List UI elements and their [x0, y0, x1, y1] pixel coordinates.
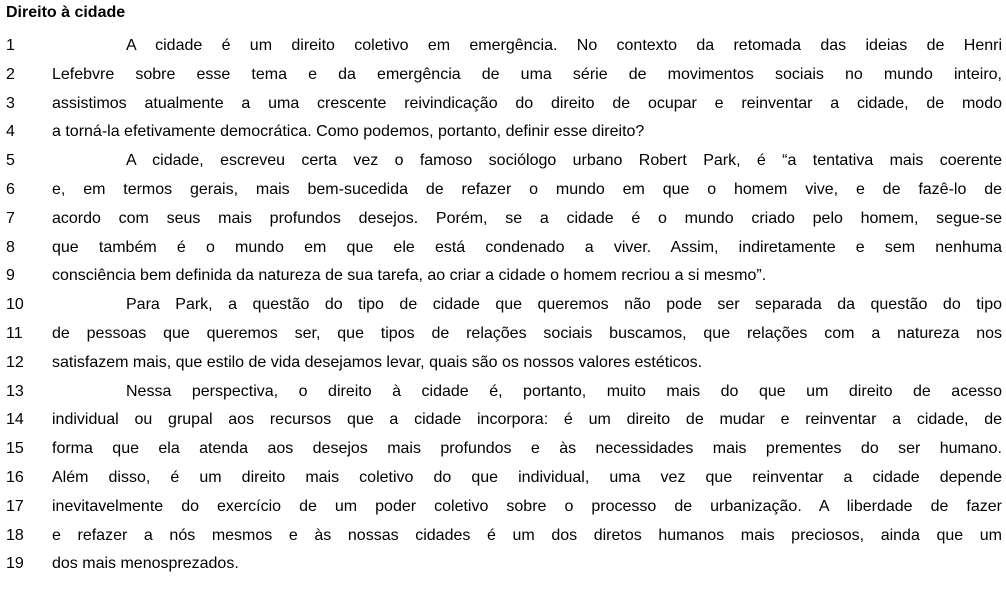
- line-text: a torná-la efetivamente democrática. Como podemos, portanto, definir esse direito?: [52, 123, 645, 141]
- line-text: satisfazem mais, que estilo de vida desejamos levar, quais são os nossos valores estéticos.: [52, 353, 703, 371]
- line-text: inevitavelmente do exercício de um poder coletivo sobre o processo de urbanização. A liberdade de fazer: [52, 497, 1002, 515]
- text-line: [0, 147, 1006, 176]
- line-text: A cidade é um direito coletivo em emergência. No contexto da retomada das ideias de Henri: [126, 37, 1002, 54]
- text-line: [0, 464, 1006, 493]
- text-line: [0, 61, 1006, 90]
- line-number: 4: [6, 123, 15, 141]
- line-text: de pessoas que queremos ser, que tipos de relações sociais buscamos, que relações com a natureza nos: [52, 324, 1002, 342]
- numbered-text-body: [0, 32, 1006, 579]
- line-text: que também é o mundo em que ele está condenado a viver. Assim, indiretamente e sem nenhuma: [52, 238, 1002, 256]
- text-line: [0, 378, 1006, 407]
- line-number: 13: [6, 382, 24, 400]
- line-text: Além disso, é um direito mais coletivo do que individual, uma vez que reinventar a cidade depende: [52, 468, 1002, 486]
- line-number: 16: [6, 468, 24, 486]
- line-text: individual ou grupal aos recursos que a cidade incorpora: é um direito de mudar e reinventar a cidade, de: [52, 411, 1002, 429]
- text-line: [0, 522, 1006, 551]
- text-line: [0, 435, 1006, 464]
- line-text: dos mais menosprezados.: [52, 555, 239, 573]
- line-number: 18: [6, 526, 24, 544]
- line-number: 11: [6, 324, 23, 342]
- line-number: 2: [6, 65, 15, 83]
- line-text: Nessa perspectiva, o direito à cidade é, portanto, muito mais do que um direito de acesso: [126, 382, 1002, 400]
- line-number: 8: [6, 238, 15, 256]
- line-number: 19: [6, 555, 24, 573]
- document-title: Direito à cidade: [6, 4, 126, 21]
- line-number: 10: [6, 296, 24, 314]
- line-number: 9: [6, 267, 15, 285]
- line-text: Lefebvre sobre esse tema e da emergência de uma série de movimentos sociais no mundo inteiro,: [52, 65, 1002, 83]
- text-line: [0, 205, 1006, 234]
- line-number: 6: [6, 180, 15, 198]
- text-line: [0, 262, 1006, 291]
- line-number: 7: [6, 209, 15, 227]
- line-number: 17: [6, 497, 24, 515]
- line-number: 15: [6, 440, 24, 458]
- line-text: acordo com seus mais profundos desejos. Porém, se a cidade é o mundo criado pelo homem, segue-se: [52, 209, 1002, 227]
- line-text: A cidade, escreveu certa vez o famoso sociólogo urbano Robert Park, é “a tentativa mais coerente: [126, 152, 1002, 170]
- line-number: 3: [6, 94, 15, 112]
- line-text: consciência bem definida da natureza de sua tarefa, ao criar a cidade o homem recriou a si mesmo”.: [52, 267, 767, 285]
- line-text: e refazer a nós mesmos e às nossas cidades é um dos diretos humanos mais preciosos, ainda que um: [52, 526, 1002, 544]
- text-line: [0, 90, 1006, 119]
- line-text: Para Park, a questão do tipo de cidade que queremos não pode ser separada da questão do tipo: [126, 296, 1002, 314]
- text-line: [0, 291, 1006, 320]
- line-text: assistimos atualmente a uma crescente reivindicação do direito de ocupar e reinventar a cidade, de modo: [52, 94, 1002, 112]
- line-number: 5: [6, 152, 15, 170]
- line-text: forma que ela atenda aos desejos mais profundos e às necessidades mais prementes do ser humano.: [52, 440, 1002, 458]
- text-line: [0, 118, 1006, 147]
- text-line: [0, 234, 1006, 263]
- text-line: [0, 349, 1006, 378]
- line-number: 12: [6, 353, 24, 371]
- text-line: [0, 550, 1006, 579]
- text-line: [0, 176, 1006, 205]
- text-line: [0, 320, 1006, 349]
- line-number: 14: [6, 411, 24, 429]
- text-line: [0, 493, 1006, 522]
- line-text: e, em termos gerais, mais bem-sucedida de refazer o mundo em que o homem vive, e de fazê-lo de: [52, 180, 1002, 198]
- line-number: 1: [6, 37, 15, 54]
- text-line: [0, 406, 1006, 435]
- text-line: [0, 32, 1006, 61]
